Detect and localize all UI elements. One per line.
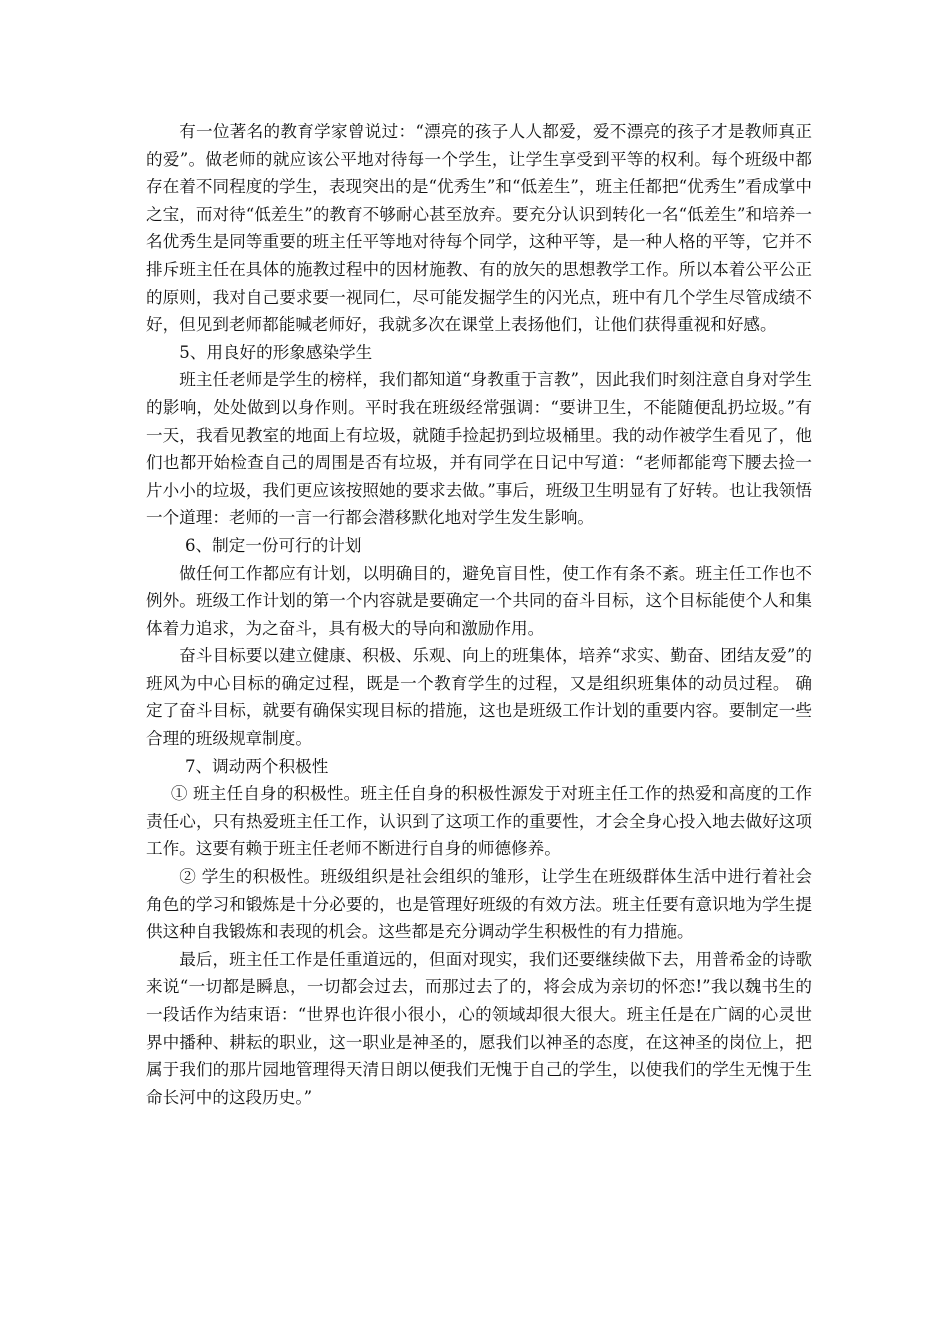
heading-section-7: 7、调动两个积极性 — [184, 756, 329, 776]
paragraph-conclusion: 最后，班主任工作是任重道远的，但面对现实，我们还要继续做下去，用普希金的诗歌来说“一切都是瞬息，一切都会过去，而那过去了的，将会成为亲切的怀恋!”我以魏书生的一段话作为结束语：“世界也许很小很小，心的领域却很大很大。班主任是在广阔的心灵世界中播种、耕耘的职业，这一职业是神圣的，愿我们以神圣的态度，在这神圣的岗位上，把属于我们的那片园地管理得天清日朗以便我们无愧于自己的学生，以使我们的学生无愧于生命长河中的这段历史。” — [146, 949, 812, 1107]
document-page — [146, 118, 812, 1111]
paragraph-plan: 做任何工作都应有计划，以明确目的，避免盲目性，使工作有条不紊。班主任工作也不例外。班级工作计划的第一个内容就是要确定一个共同的奋斗目标，这个目标能使个人和集体着力追求，为之奋斗，具有极大的导向和激励作用。 — [146, 563, 812, 638]
paragraph-student-initiative: ② 学生的积极性。班级组织是社会组织的雏形，让学生在班级群体生活中进行着社会角色的学习和锻炼是十分必要的，也是管理好班级的有效方法。班主任要有意识地为学生提供这种自我锻炼和表现的机会。这些都是充分调动学生积极性的有力措施。 — [146, 867, 812, 942]
paragraph-role-model: 班主任老师是学生的榜样，我们都知道“身教重于言教”，因此我们时刻注意自身对学生的影响，处处做到以身作则。平时我在班级经常强调：“要讲卫生，不能随便乱扔垃圾。”有一天，我看见教室的地面上有垃圾，就随手捡起扔到垃圾桶里。我的动作被学生看见了，他们也都开始检查自己的周围是否有垃圾，并有同学在日记中写道：“老师都能弯下腰去捡一片小小的垃圾，我们更应该按照她的要求去做。”事后，班级卫生明显有了好转。也让我领悟一个道理：老师的一言一行都会潜移默化地对学生发生影响。 — [146, 370, 812, 528]
paragraph-equal-treatment: 有一位著名的教育学家曾说过：“漂亮的孩子人人都爱，爱不漂亮的孩子才是教师真正的爱”。做老师的就应该公平地对待每一个学生，让学生享受到平等的权利。每个班级中都存在着不同程度的学生，表现突出的是“优秀生”和“低差生”，班主任都把“优秀生”看成掌中之宝，而对待“低差生”的教育不够耐心甚至放弃。要充分认识到转化一名“低差生”和培养一名优秀生是同等重要的班主任平等地对待每个同学，这种平等，是一种人格的平等，它并不排斥班主任在具体的施教过程中的因材施教、有的放矢的思想教学工作。所以本着公平公正的原则，我对自己要求要一视同仁，尽可能发掘学生的闪光点，班中有几个学生尽管成绩不好，但见到老师都能喊老师好，我就多次在课堂上表扬他们，让他们获得重视和好感。 — [146, 122, 812, 335]
paragraph-goals: 奋斗目标要以建立健康、积极、乐观、向上的班集体，培养“求实、勤奋、团结友爱”的班风为中心目标的确定过程，既是一个教育学生的过程，又是组织班集体的动员过程。 确定了奋斗目标，就要有确保实现目标的措施，这也是班级工作计划的重要内容。要制定一些合理的班级规章制度。 — [146, 646, 812, 749]
heading-section-6: 6、制定一份可行的计划 — [184, 535, 362, 555]
heading-section-5: 5、用良好的形象感染学生 — [179, 342, 373, 362]
paragraph-teacher-initiative: ① 班主任自身的积极性。班主任自身的积极性源发于对班主任工作的热爱和高度的工作责任心，只有热爱班主任工作，认识到了这项工作的重要性，才会全身心投入地去做好这项工作。这要有赖于班主任老师不断进行自身的师德修养。 — [146, 784, 812, 859]
